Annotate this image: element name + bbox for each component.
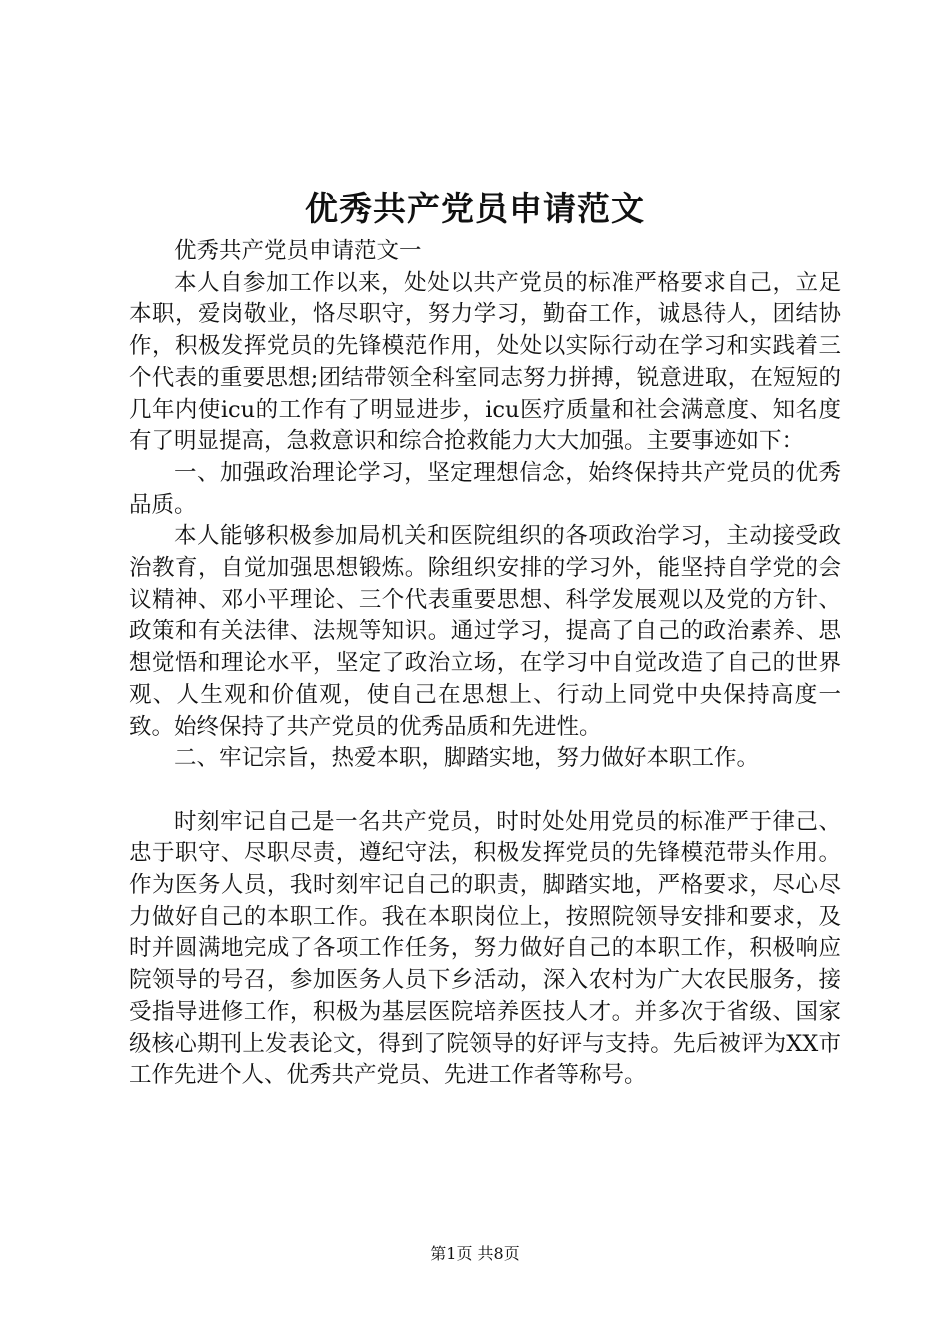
numbered-heading: 二、牢记宗旨，热爱本职，脚踏实地，努力做好本职工作。 bbox=[174, 745, 760, 772]
body-paragraph: 本人能够积极参加局机关和医院组织的各项政治学习，主动接受政治教育，自觉加强思想锻炼。除组织安排的学习外，能坚持自学党的会议精神、邓小平理论、三个代表重要思想、科学发展观以及党的方针、政策和有关法律、法规等知识。通过学习，提高了自己的政治素养、思想觉悟和理论水平，坚定了政治立场，在学习中自觉改造了自己的世界观、人生观和价值观，使自己在思想上、行动上同党中央保持高度一致。始终保持了共产党员的优秀品质和先进性。 bbox=[129, 523, 841, 740]
section-heading: 优秀共产党员申请范文一 bbox=[174, 238, 422, 264]
page-number: 第1页 共8页 bbox=[430, 1244, 520, 1263]
body-paragraph: 时刻牢记自己是一名共产党员，时时处处用党员的标准严于律己、忠于职守、尽职尽责，遵纪守法，积极发挥党员的先锋模范带头作用。作为医务人员，我时刻牢记自己的职责，脚踏实地，严格要求，尽心尽力做好自己的本职工作。我在本职岗位上，按照院领导安排和要求，及时并圆满地完成了各项工作任务，努力做好自己的本职工作，积极响应院领导的号召，参加医务人员下乡活动，深入农村为广大农民服务，接受指导进修工作，积极为基层医院培养医技人才。并多次于省级、国家级核心期刊上发表论文，得到了院领导的好评与支持。先后被评为XX市工作先进个人、优秀共产党员、先进工作者等称号。 bbox=[129, 808, 841, 1089]
numbered-heading: 一、加强政治理论学习，坚定理想信念，始终保持共产党员的优秀品质。 bbox=[129, 459, 841, 518]
document-body bbox=[129, 236, 841, 1092]
document-title: 优秀共产党员申请范文 bbox=[305, 189, 645, 228]
body-paragraph: 本人自参加工作以来，处处以共产党员的标准严格要求自己，立足本职，爱岗敬业，恪尽职守，努力学习，勤奋工作，诚恳待人，团结协作，积极发挥党员的先锋模范作用，处处以实际行动在学习和实践着三个代表的重要思想;团结带领全科室同志努力拼搏，锐意进取，在短短的几年内使icu的工作有了明显进步，icu医疗质量和社会满意度、知名度有了明显提高，急救意识和综合抢救能力大大加强。主要事迹如下： bbox=[129, 269, 841, 455]
